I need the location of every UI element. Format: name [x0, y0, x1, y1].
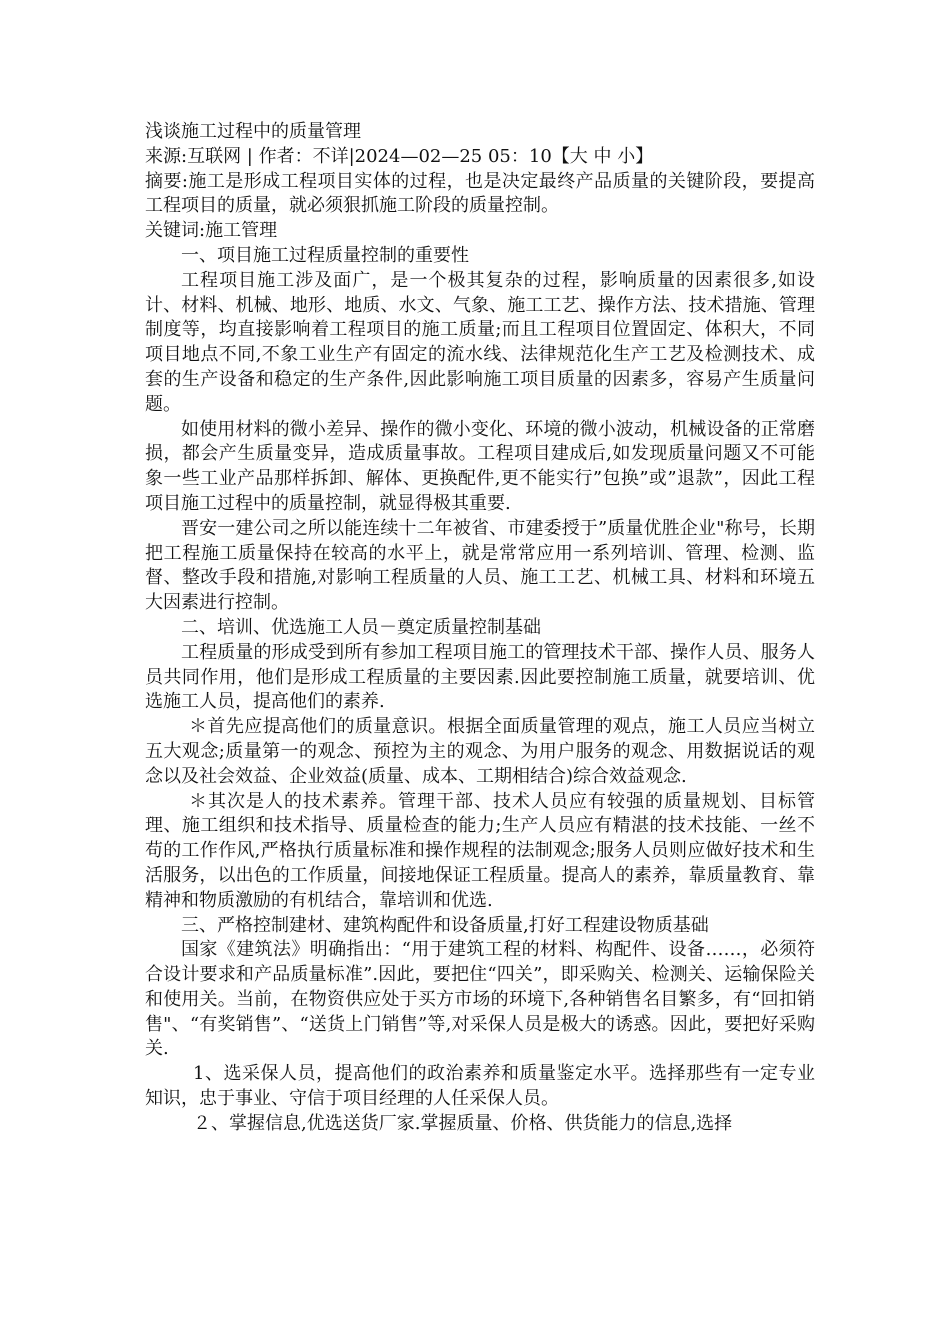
paragraph: 晋安一建公司之所以能连续十二年被省、市建委授于”质量优胜企业"称号，长期把工程施工质量保持在较高的水平上，就是常常应用一系列培训、管理、检测、监督、整改手段和措施,对影响工程质量的人员、施工工艺、机械工具、材料和环境五大因素进行控制。 — [145, 517, 815, 614]
article-meta: 来源:互联网 | 作者：不详|2024—02—25 05：10【大 中 小】 — [145, 145, 654, 167]
paragraph: 1、选采保人员，提高他们的政治素养和质量鉴定水平。选择那些有一定专业知识，忠于事业、守信于项目经理的人任采保人员。 — [145, 1063, 815, 1110]
document-body — [145, 120, 815, 1137]
paragraph: 工程项目施工涉及面广，是一个极其复杂的过程，影响质量的因素很多,如设计、材料、机械、地形、地质、水文、气象、施工工艺、操作方法、技术措施、管理制度等，均直接影响着工程项目的施工质量;而且工程项目位置固定、体积大，不同项目地点不同,不象工业生产有固定的流水线、法律规范化生产工艺及检测技术、成套的生产设备和稳定的生产条件,因此影响施工项目质量的因素多，容易产生质量问题。 — [145, 269, 815, 415]
article-abstract: 摘要:施工是形成工程项目实体的过程，也是决定最终产品质量的关键阶段，要提高工程项目的质量，就必须狠抓施工阶段的质量控制。 — [145, 170, 815, 217]
paragraph: ＊其次是人的技术素养。管理干部、技术人员应有较强的质量规划、目标管理、施工组织和技术指导、质量检查的能力;生产人员应有精湛的技术技能、一丝不苟的工作作风,严格执行质量标准和操作规程的法制观念;服务人员则应做好技术和生活服务，以出色的工作质量，间接地保证工程质量。提高人的素养，靠质量教育、靠精神和物质激励的有机结合，靠培训和优选. — [145, 790, 815, 911]
paragraph: 如使用材料的微小差异、操作的微小变化、环境的微小波动，机械设备的正常磨损，都会产生质量变异，造成质量事故。工程项目建成后,如发现质量问题又不可能象一些工业产品那样拆卸、解体、更换配件,更不能实行”包换”或”退款”，因此工程项目施工过程中的质量控制，就显得极其重要. — [145, 418, 815, 514]
section-heading-2: 二、培训、优选施工人员－奠定质量控制基础 — [181, 616, 541, 638]
section-heading-1: 一、项目施工过程质量控制的重要性 — [181, 244, 469, 266]
article-keywords: 关键词:施工管理 — [145, 220, 278, 242]
paragraph: 工程质量的形成受到所有参加工程项目施工的管理技术干部、操作人员、服务人员共同作用，他们是形成工程质量的主要因素.因此要控制施工质量，就要培训、优选施工人员，提高他们的素养. — [145, 641, 815, 713]
section-heading-3: 三、严格控制建材、建筑构配件和设备质量,打好工程建设物质基础 — [181, 914, 709, 936]
article-title: 浅谈施工过程中的质量管理 — [145, 121, 361, 142]
paragraph: ＊首先应提高他们的质量意识。根据全面质量管理的观点，施工人员应当树立五大观念;质量第一的观念、预控为主的观念、为用户服务的观念、用数据说话的观念以及社会效益、企业效益(质量、成本、工期相结合)综合效益观念. — [145, 716, 815, 787]
paragraph: ２、掌握信息,优选送货厂家.掌握质量、价格、供货能力的信息,选择 — [193, 1112, 733, 1134]
paragraph: 国家《建筑法》明确指出：“用于建筑工程的材料、构配件、设备……，必须符合设计要求和产品质量标准”.因此，要把住“四关”，即采购关、检测关、运输保险关和使用关。当前，在物资供应处于买方市场的环境下,各种销售名目繁多，有“回扣销售"、“有奖销售”、“送货上门销售”等,对采保人员是极大的诱惑。因此，要把好采购关. — [145, 939, 815, 1060]
